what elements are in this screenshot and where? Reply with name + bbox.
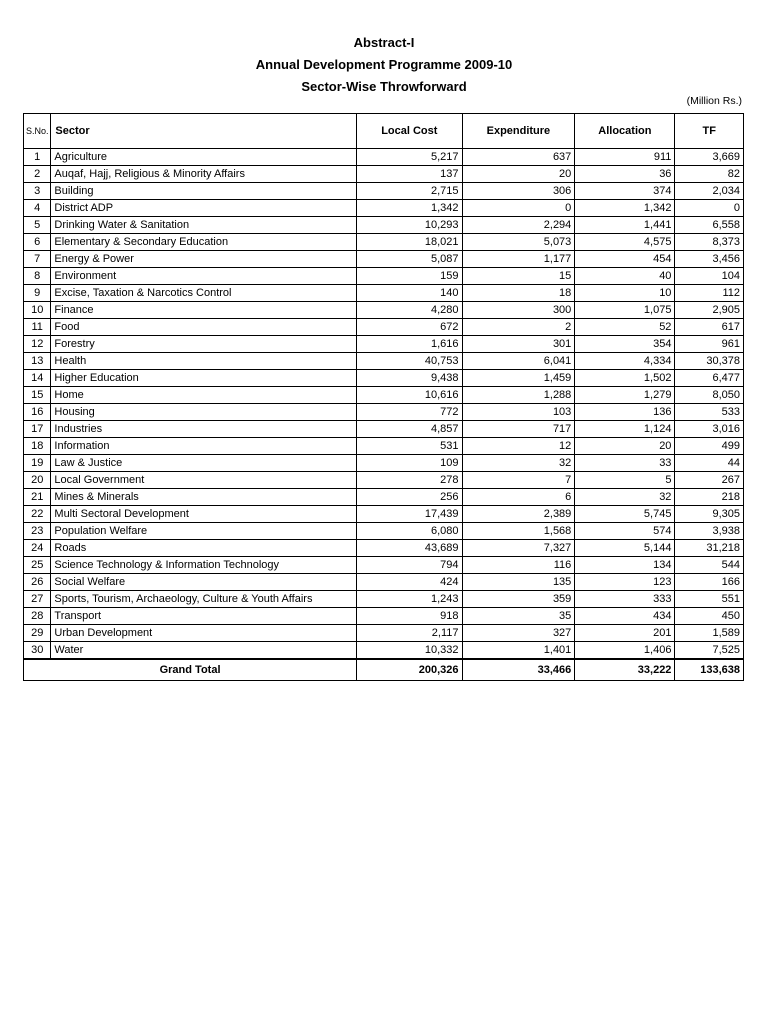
table-row	[24, 217, 744, 234]
cell-local-cost: 424	[357, 574, 462, 591]
cell-expenditure: 327	[462, 625, 575, 642]
cell-allocation: 5	[575, 472, 675, 489]
cell-allocation: 1,502	[575, 370, 675, 387]
table-row	[24, 336, 744, 353]
document-header	[0, 32, 768, 98]
cell-sector: Multi Sectoral Development	[51, 506, 357, 523]
cell-allocation: 1,406	[575, 642, 675, 660]
cell-sector: Food	[51, 319, 357, 336]
cell-allocation: 1,075	[575, 302, 675, 319]
cell-tf: 961	[675, 336, 744, 353]
grand-total-allocation: 33,222	[575, 659, 675, 681]
cell-sector: Excise, Taxation & Narcotics Control	[51, 285, 357, 302]
table-row	[24, 506, 744, 523]
table-row	[24, 370, 744, 387]
cell-sector: Drinking Water & Sanitation	[51, 217, 357, 234]
cell-sno: 20	[24, 472, 51, 489]
table-row	[24, 268, 744, 285]
cell-expenditure: 15	[462, 268, 575, 285]
cell-local-cost: 109	[357, 455, 462, 472]
col-header-sector: Sector	[51, 114, 357, 149]
cell-tf: 8,050	[675, 387, 744, 404]
cell-allocation: 20	[575, 438, 675, 455]
cell-local-cost: 1,342	[357, 200, 462, 217]
cell-tf: 30,378	[675, 353, 744, 370]
cell-expenditure: 18	[462, 285, 575, 302]
col-header-sno: S.No.	[24, 114, 51, 149]
cell-sno: 13	[24, 353, 51, 370]
cell-tf: 44	[675, 455, 744, 472]
cell-allocation: 4,334	[575, 353, 675, 370]
cell-tf: 544	[675, 557, 744, 574]
cell-local-cost: 918	[357, 608, 462, 625]
cell-sno: 1	[24, 149, 51, 166]
cell-sno: 18	[24, 438, 51, 455]
cell-allocation: 1,342	[575, 200, 675, 217]
cell-local-cost: 140	[357, 285, 462, 302]
cell-local-cost: 672	[357, 319, 462, 336]
cell-allocation: 574	[575, 523, 675, 540]
cell-local-cost: 10,332	[357, 642, 462, 660]
cell-allocation: 4,575	[575, 234, 675, 251]
cell-expenditure: 1,177	[462, 251, 575, 268]
cell-sno: 16	[24, 404, 51, 421]
cell-sector: Local Government	[51, 472, 357, 489]
table-row	[24, 183, 744, 200]
cell-allocation: 40	[575, 268, 675, 285]
table-row	[24, 285, 744, 302]
cell-tf: 112	[675, 285, 744, 302]
cell-expenditure: 2,389	[462, 506, 575, 523]
cell-tf: 3,938	[675, 523, 744, 540]
cell-expenditure: 1,288	[462, 387, 575, 404]
cell-expenditure: 20	[462, 166, 575, 183]
cell-sno: 22	[24, 506, 51, 523]
cell-local-cost: 1,616	[357, 336, 462, 353]
cell-local-cost: 10,616	[357, 387, 462, 404]
cell-tf: 218	[675, 489, 744, 506]
cell-expenditure: 103	[462, 404, 575, 421]
cell-local-cost: 772	[357, 404, 462, 421]
cell-allocation: 32	[575, 489, 675, 506]
cell-expenditure: 116	[462, 557, 575, 574]
cell-tf: 617	[675, 319, 744, 336]
cell-sector: Forestry	[51, 336, 357, 353]
cell-local-cost: 1,243	[357, 591, 462, 608]
cell-tf: 533	[675, 404, 744, 421]
cell-local-cost: 2,117	[357, 625, 462, 642]
table-row	[24, 557, 744, 574]
cell-allocation: 10	[575, 285, 675, 302]
cell-expenditure: 6,041	[462, 353, 575, 370]
cell-sector: Population Welfare	[51, 523, 357, 540]
cell-expenditure: 2,294	[462, 217, 575, 234]
cell-local-cost: 278	[357, 472, 462, 489]
cell-expenditure: 12	[462, 438, 575, 455]
cell-tf: 6,477	[675, 370, 744, 387]
col-header-expenditure: Expenditure	[462, 114, 575, 149]
table-row	[24, 234, 744, 251]
cell-tf: 551	[675, 591, 744, 608]
table-row	[24, 642, 744, 660]
cell-allocation: 136	[575, 404, 675, 421]
cell-sno: 28	[24, 608, 51, 625]
col-header-tf: TF	[675, 114, 744, 149]
abstract-title: Abstract-I	[353, 35, 415, 50]
cell-tf: 450	[675, 608, 744, 625]
cell-local-cost: 159	[357, 268, 462, 285]
cell-allocation: 5,144	[575, 540, 675, 557]
cell-tf: 499	[675, 438, 744, 455]
cell-sno: 25	[24, 557, 51, 574]
cell-allocation: 134	[575, 557, 675, 574]
cell-sno: 2	[24, 166, 51, 183]
cell-expenditure: 5,073	[462, 234, 575, 251]
table-row	[24, 251, 744, 268]
cell-sno: 9	[24, 285, 51, 302]
table-row	[24, 200, 744, 217]
cell-sector: Auqaf, Hajj, Religious & Minority Affairs	[51, 166, 357, 183]
cell-sector: Elementary & Secondary Education	[51, 234, 357, 251]
cell-tf: 2,905	[675, 302, 744, 319]
cell-local-cost: 794	[357, 557, 462, 574]
cell-expenditure: 2	[462, 319, 575, 336]
cell-expenditure: 1,459	[462, 370, 575, 387]
table-row	[24, 353, 744, 370]
cell-sector: Building	[51, 183, 357, 200]
cell-tf: 82	[675, 166, 744, 183]
cell-allocation: 434	[575, 608, 675, 625]
cell-sno: 7	[24, 251, 51, 268]
cell-expenditure: 637	[462, 149, 575, 166]
cell-allocation: 1,124	[575, 421, 675, 438]
cell-sector: Home	[51, 387, 357, 404]
cell-sector: Transport	[51, 608, 357, 625]
table-row	[24, 608, 744, 625]
cell-tf: 104	[675, 268, 744, 285]
cell-expenditure: 32	[462, 455, 575, 472]
cell-sno: 24	[24, 540, 51, 557]
cell-allocation: 5,745	[575, 506, 675, 523]
table-body	[24, 149, 744, 660]
cell-expenditure: 35	[462, 608, 575, 625]
cell-expenditure: 301	[462, 336, 575, 353]
cell-expenditure: 306	[462, 183, 575, 200]
cell-local-cost: 40,753	[357, 353, 462, 370]
cell-allocation: 354	[575, 336, 675, 353]
col-header-local-cost: Local Cost	[357, 114, 462, 149]
cell-local-cost: 4,857	[357, 421, 462, 438]
cell-local-cost: 531	[357, 438, 462, 455]
cell-sector: District ADP	[51, 200, 357, 217]
cell-local-cost: 256	[357, 489, 462, 506]
cell-tf: 267	[675, 472, 744, 489]
cell-sno: 8	[24, 268, 51, 285]
cell-allocation: 33	[575, 455, 675, 472]
cell-allocation: 201	[575, 625, 675, 642]
cell-sno: 3	[24, 183, 51, 200]
cell-sector: Finance	[51, 302, 357, 319]
cell-local-cost: 5,217	[357, 149, 462, 166]
cell-tf: 9,305	[675, 506, 744, 523]
cell-sector: Science Technology & Information Technology	[51, 557, 357, 574]
cell-sno: 4	[24, 200, 51, 217]
cell-tf: 6,558	[675, 217, 744, 234]
table-row	[24, 387, 744, 404]
report-subtitle: Sector-Wise Throwforward	[301, 79, 467, 94]
cell-sector: Housing	[51, 404, 357, 421]
cell-expenditure: 300	[462, 302, 575, 319]
cell-sector: Energy & Power	[51, 251, 357, 268]
table-row	[24, 455, 744, 472]
cell-sno: 11	[24, 319, 51, 336]
cell-allocation: 911	[575, 149, 675, 166]
cell-sector: Water	[51, 642, 357, 660]
cell-sector: Environment	[51, 268, 357, 285]
grand-total-row	[24, 659, 744, 681]
cell-tf: 7,525	[675, 642, 744, 660]
cell-sno: 23	[24, 523, 51, 540]
cell-local-cost: 2,715	[357, 183, 462, 200]
cell-sno: 14	[24, 370, 51, 387]
col-header-allocation: Allocation	[575, 114, 675, 149]
cell-sno: 15	[24, 387, 51, 404]
cell-sector: Mines & Minerals	[51, 489, 357, 506]
cell-expenditure: 7,327	[462, 540, 575, 557]
cell-local-cost: 17,439	[357, 506, 462, 523]
table-row	[24, 489, 744, 506]
cell-allocation: 1,441	[575, 217, 675, 234]
table-row	[24, 540, 744, 557]
units-label: (Million Rs.)	[686, 95, 742, 107]
table-row	[24, 149, 744, 166]
cell-sno: 21	[24, 489, 51, 506]
cell-sno: 12	[24, 336, 51, 353]
cell-sector: Agriculture	[51, 149, 357, 166]
table-row	[24, 523, 744, 540]
cell-tf: 0	[675, 200, 744, 217]
table-row	[24, 472, 744, 489]
table-header-row	[24, 114, 744, 149]
cell-expenditure: 0	[462, 200, 575, 217]
cell-expenditure: 6	[462, 489, 575, 506]
cell-local-cost: 4,280	[357, 302, 462, 319]
cell-expenditure: 359	[462, 591, 575, 608]
cell-expenditure: 7	[462, 472, 575, 489]
cell-tf: 8,373	[675, 234, 744, 251]
cell-tf: 1,589	[675, 625, 744, 642]
grand-total-tf: 133,638	[675, 659, 744, 681]
table-row	[24, 302, 744, 319]
cell-sno: 27	[24, 591, 51, 608]
cell-tf: 3,669	[675, 149, 744, 166]
cell-allocation: 36	[575, 166, 675, 183]
cell-expenditure: 135	[462, 574, 575, 591]
cell-tf: 3,456	[675, 251, 744, 268]
cell-sector: Information	[51, 438, 357, 455]
cell-sector: Sports, Tourism, Archaeology, Culture & Youth Affairs	[51, 591, 357, 608]
grand-total-expenditure: 33,466	[462, 659, 575, 681]
cell-allocation: 1,279	[575, 387, 675, 404]
cell-expenditure: 1,401	[462, 642, 575, 660]
cell-local-cost: 137	[357, 166, 462, 183]
cell-local-cost: 10,293	[357, 217, 462, 234]
table-row	[24, 438, 744, 455]
cell-sno: 26	[24, 574, 51, 591]
cell-allocation: 454	[575, 251, 675, 268]
cell-sector: Higher Education	[51, 370, 357, 387]
cell-tf: 3,016	[675, 421, 744, 438]
throwforward-table	[23, 113, 744, 681]
cell-local-cost: 5,087	[357, 251, 462, 268]
cell-sno: 29	[24, 625, 51, 642]
cell-sector: Health	[51, 353, 357, 370]
cell-sno: 19	[24, 455, 51, 472]
table-row	[24, 625, 744, 642]
cell-allocation: 374	[575, 183, 675, 200]
cell-tf: 31,218	[675, 540, 744, 557]
cell-local-cost: 6,080	[357, 523, 462, 540]
table-row	[24, 404, 744, 421]
cell-sector: Urban Development	[51, 625, 357, 642]
cell-sector: Roads	[51, 540, 357, 557]
cell-sector: Law & Justice	[51, 455, 357, 472]
cell-allocation: 123	[575, 574, 675, 591]
cell-sector: Industries	[51, 421, 357, 438]
table-row	[24, 319, 744, 336]
table-row	[24, 166, 744, 183]
table-row	[24, 574, 744, 591]
cell-local-cost: 18,021	[357, 234, 462, 251]
cell-expenditure: 1,568	[462, 523, 575, 540]
cell-sno: 17	[24, 421, 51, 438]
cell-sno: 5	[24, 217, 51, 234]
cell-tf: 2,034	[675, 183, 744, 200]
cell-tf: 166	[675, 574, 744, 591]
cell-allocation: 52	[575, 319, 675, 336]
programme-title: Annual Development Programme 2009-10	[255, 57, 513, 72]
cell-sno: 30	[24, 642, 51, 660]
grand-total-label: Grand Total	[24, 659, 357, 681]
grand-total-local-cost: 200,326	[357, 659, 462, 681]
cell-sno: 6	[24, 234, 51, 251]
cell-local-cost: 43,689	[357, 540, 462, 557]
cell-allocation: 333	[575, 591, 675, 608]
table-row	[24, 421, 744, 438]
cell-local-cost: 9,438	[357, 370, 462, 387]
table-row	[24, 591, 744, 608]
cell-expenditure: 717	[462, 421, 575, 438]
cell-sno: 10	[24, 302, 51, 319]
cell-sector: Social Welfare	[51, 574, 357, 591]
